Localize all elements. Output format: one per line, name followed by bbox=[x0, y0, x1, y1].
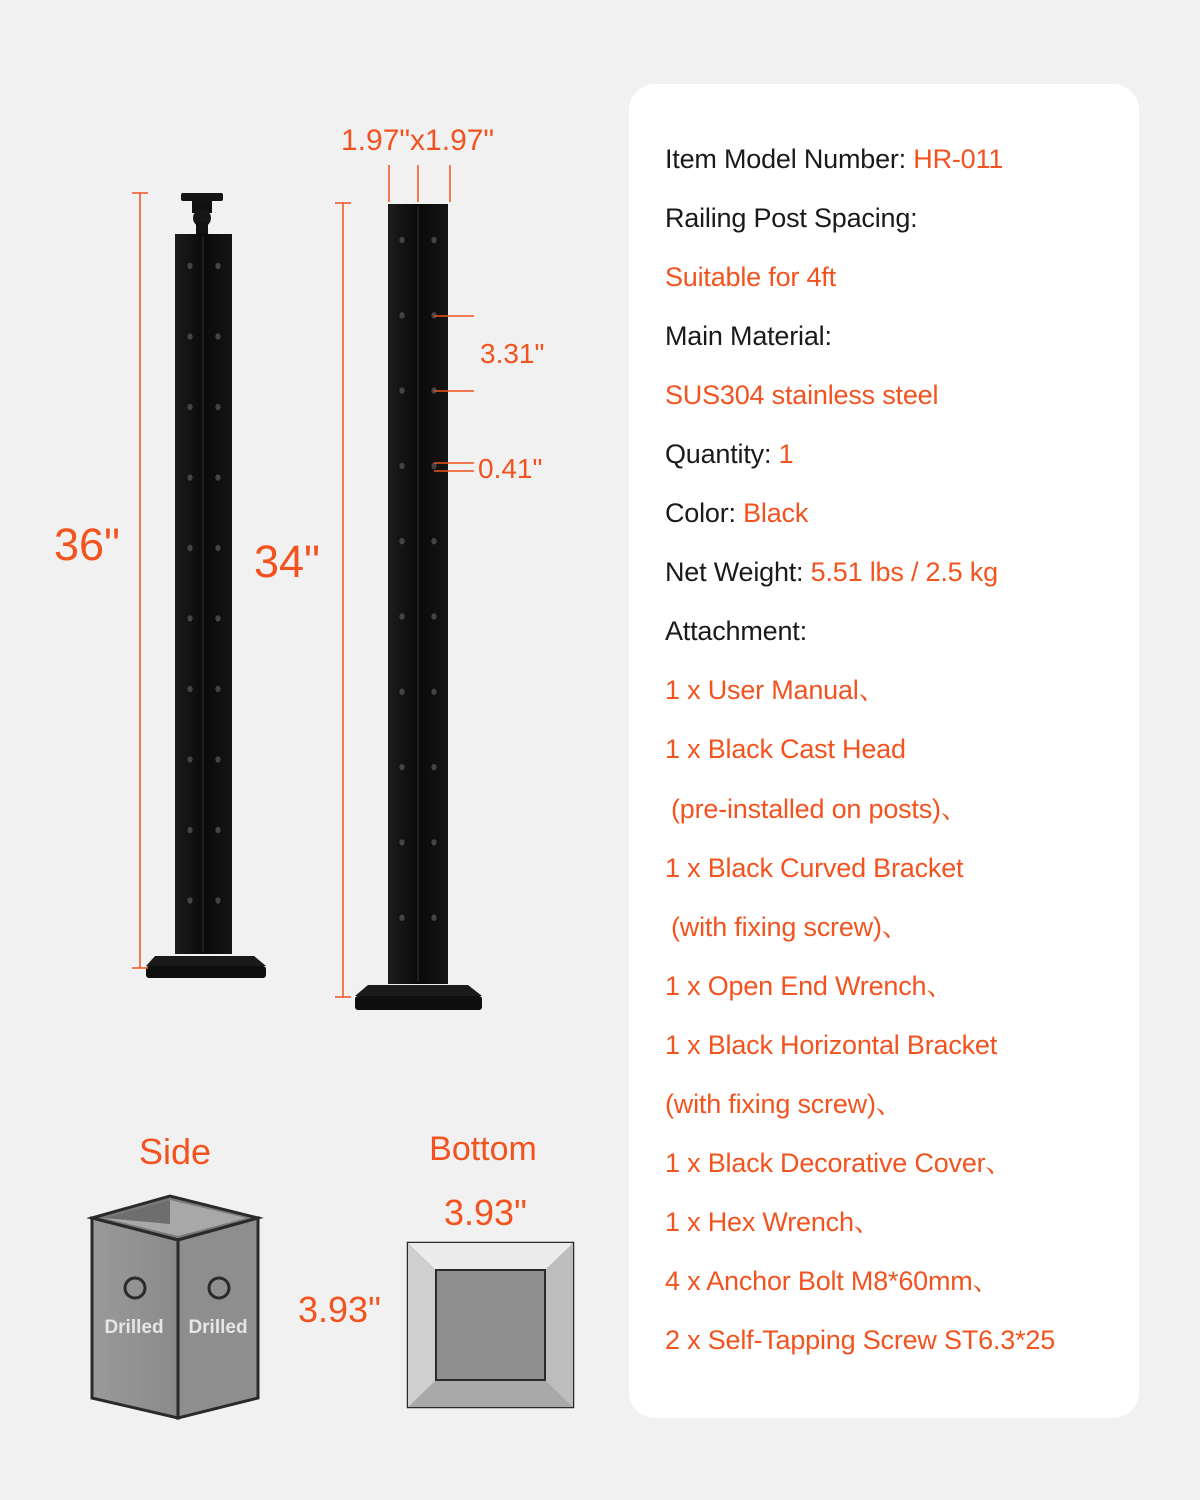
drill-hole bbox=[431, 237, 436, 243]
drill-hole bbox=[431, 764, 436, 770]
drill-hole bbox=[399, 463, 404, 469]
drill-hole bbox=[187, 897, 192, 903]
drill-hole bbox=[215, 827, 220, 833]
drill-hole bbox=[399, 312, 404, 318]
color-value: Black bbox=[743, 498, 809, 529]
drill-hole bbox=[187, 827, 192, 833]
drill-hole bbox=[431, 689, 436, 695]
drill-hole bbox=[187, 545, 192, 551]
attachment-item: 1 x Black Horizontal Bracket bbox=[665, 1029, 998, 1060]
drill-hole bbox=[215, 897, 220, 903]
drill-hole bbox=[399, 387, 404, 393]
color-label: Color: bbox=[665, 498, 744, 529]
attachment-item: 1 x Black Cast Head bbox=[665, 734, 906, 765]
post-plain bbox=[335, 165, 482, 1010]
drill-hole bbox=[187, 404, 192, 410]
drill-hole bbox=[215, 615, 220, 621]
drill-hole bbox=[187, 615, 192, 621]
bottom-view-title: Bottom bbox=[429, 1130, 537, 1168]
drill-hole bbox=[187, 263, 192, 269]
side-view-diagram bbox=[92, 1196, 258, 1418]
net-weight-label: Net Weight: bbox=[665, 557, 811, 588]
drill-hole bbox=[399, 839, 404, 845]
attachment-item: (with fixing screw)、 bbox=[665, 1088, 903, 1119]
total-height-label: 36" bbox=[54, 519, 121, 570]
base-depth-label: 3.93" bbox=[298, 1289, 381, 1330]
post-spacing-label: Railing Post Spacing: bbox=[665, 203, 918, 234]
drill-hole bbox=[399, 538, 404, 544]
attachment-item: (with fixing screw)、 bbox=[671, 911, 909, 942]
model-number-label: Item Model Number: bbox=[665, 144, 914, 174]
drilled-left-label: Drilled bbox=[104, 1317, 164, 1338]
model-number-value: HR-011 bbox=[913, 144, 1004, 174]
post-height-label: 34" bbox=[254, 536, 321, 587]
drill-hole bbox=[187, 333, 192, 339]
model-number-row bbox=[665, 142, 1055, 201]
post-width-label: 1.97"x1.97" bbox=[341, 124, 495, 157]
drill-hole bbox=[399, 915, 404, 921]
base-width-label: 3.93" bbox=[444, 1192, 527, 1233]
drill-hole bbox=[399, 689, 404, 695]
drill-hole bbox=[399, 764, 404, 770]
quantity-row bbox=[665, 437, 1055, 496]
drill-hole bbox=[215, 756, 220, 762]
attachment-item: 1 x Hex Wrench、 bbox=[665, 1206, 881, 1237]
drill-hole bbox=[431, 839, 436, 845]
drill-hole bbox=[431, 613, 436, 619]
drill-hole bbox=[399, 237, 404, 243]
net-weight-row bbox=[665, 555, 1055, 614]
spec-card bbox=[629, 84, 1139, 1418]
drill-hole bbox=[187, 474, 192, 480]
hole-diameter-label: 0.41" bbox=[478, 453, 543, 484]
attachment-item: 1 x Open End Wrench、 bbox=[665, 970, 954, 1001]
attachment-item: 1 x Black Decorative Cover、 bbox=[665, 1147, 1013, 1178]
side-view-title: Side bbox=[138, 1131, 212, 1172]
hole-spacing-label: 3.31" bbox=[480, 338, 545, 369]
drill-hole bbox=[187, 756, 192, 762]
net-weight-value: 5.51 lbs / 2.5 kg bbox=[810, 557, 998, 588]
drill-hole bbox=[215, 333, 220, 339]
drill-hole bbox=[215, 263, 220, 269]
bottom-view-diagram bbox=[408, 1243, 573, 1407]
attachment-item: (pre-installed on posts)、 bbox=[671, 793, 968, 824]
drill-hole bbox=[431, 538, 436, 544]
quantity-label: Quantity: bbox=[665, 439, 779, 470]
material-value: SUS304 stainless steel bbox=[665, 380, 939, 411]
post-spacing-value: Suitable for 4ft bbox=[665, 262, 836, 293]
spec-list bbox=[665, 142, 1055, 1382]
drill-hole bbox=[215, 474, 220, 480]
attachment-item: 4 x Anchor Bolt M8*60mm、 bbox=[665, 1265, 1000, 1296]
drilled-right-label: Drilled bbox=[188, 1317, 248, 1338]
attachment-item: 1 x User Manual、 bbox=[665, 675, 886, 706]
material-label: Main Material: bbox=[665, 321, 832, 352]
drill-hole bbox=[399, 613, 404, 619]
color-row bbox=[665, 496, 1055, 555]
drill-hole bbox=[215, 404, 220, 410]
post-with-cast-head bbox=[132, 193, 266, 978]
drill-hole bbox=[187, 686, 192, 692]
attachment-item: 2 x Self-Tapping Screw ST6.3*25 bbox=[665, 1324, 1056, 1355]
drill-hole bbox=[431, 915, 436, 921]
quantity-value: 1 bbox=[778, 439, 794, 470]
drill-hole bbox=[215, 545, 220, 551]
attachment-item: 1 x Black Curved Bracket bbox=[665, 852, 964, 883]
drill-hole bbox=[215, 686, 220, 692]
attachment-label: Attachment: bbox=[665, 616, 807, 647]
